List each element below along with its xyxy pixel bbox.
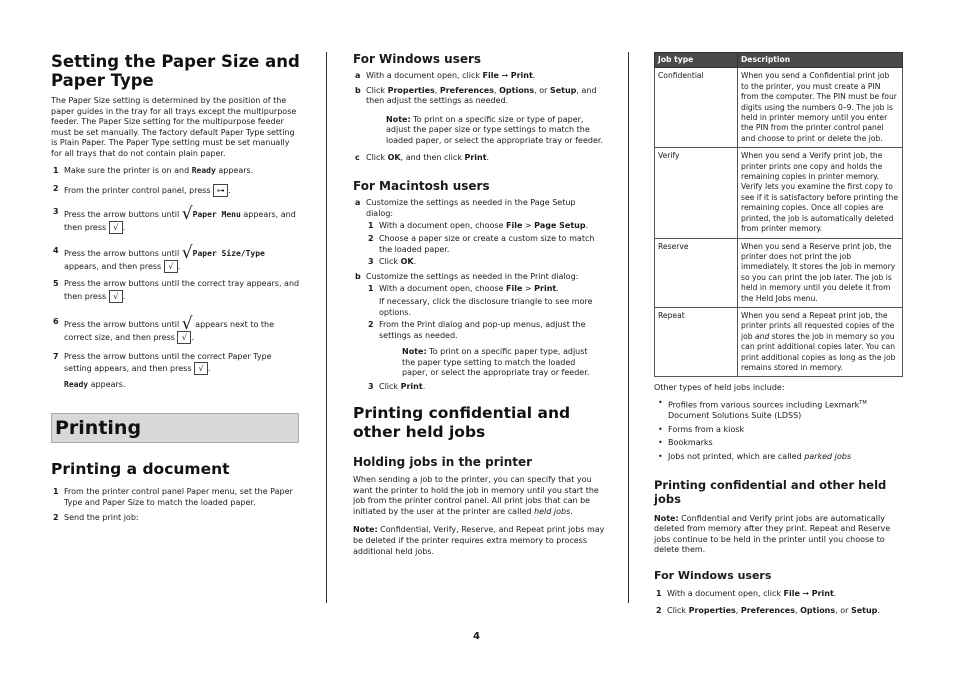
job-type-cell: Confidential	[655, 68, 738, 148]
win2-step-1: 1 With a document open, click File ➞ Print.	[656, 588, 837, 598]
holding-jobs-paragraph: When sending a job to the printer, you can specify that you want the printer to hold the job in memory until you start the job from the printer control panel. All print jobs that can be initiated by the user at the printer are called held jobs.	[353, 475, 599, 516]
step-4: 4 Press the arrow buttons until √Paper Size/Type appears, and then press √ .	[53, 243, 265, 272]
page-number: 4	[473, 631, 480, 642]
doc-step-2: 2 Send the print job:	[53, 513, 139, 523]
list-item: • Forms from a kiosk	[654, 425, 904, 436]
list-item: • Bookmarks	[654, 438, 904, 449]
section-title-holding-jobs: Holding jobs in the printer	[353, 455, 533, 469]
list-item: • Jobs not printed, which are called parked jobs	[654, 452, 904, 463]
win-step-b: b Click Properties, Preferences, Options, or Setup, and then adjust the settings as needed.	[355, 85, 597, 106]
checkmark-button-icon: √	[177, 331, 191, 344]
mac-step-b: b Customize the settings as needed in the Print dialog:	[355, 271, 579, 281]
mac-a-step-1: 1 With a document open, choose File > Page Setup.	[368, 221, 589, 231]
chapter-title-printing: Printing	[55, 417, 142, 439]
section-title-mac-users: For Macintosh users	[353, 179, 490, 194]
list-item: • Profiles from various sources including Lexmark™ Document Solutions Suite (LDSS)	[654, 398, 904, 422]
table-header-job-type: Job type	[655, 53, 738, 68]
description-cell: When you send a Confidential print job to the printer, you must create a PIN from the computer. The PIN must be four digits using the numbers 0–9. The job is held in printer memory until you enter the PIN from the printer control panel and choose to print or delete the job.	[738, 68, 903, 148]
description-cell: When you send a Verify print job, the printer prints one copy and holds the remaining copies in printer memory. Verify lets you examine the first copy to see if it is satisfactory before printing the remaining copies. Once all copies are printed, the job is automatically deleted from printer memory.	[738, 148, 903, 238]
table-row	[655, 148, 903, 238]
checkmark-button-icon: √	[164, 260, 178, 273]
step-3: 3 Press the arrow buttons until √Paper Menu appears, and then press √ .	[53, 204, 296, 233]
key-icon: ⊶	[213, 184, 228, 197]
checkmark-button-icon: √	[109, 290, 123, 303]
column-divider	[326, 52, 327, 603]
column-left	[51, 52, 301, 391]
mac-step-a: a Customize the settings as needed in the Page Setup dialog:	[355, 198, 576, 218]
mac-b-step-2: 2 From the Print dialog and pop-up menus, adjust the settings as needed.	[368, 320, 586, 340]
step-2: 2 From the printer control panel, press ⊶ .	[53, 184, 231, 196]
description-cell: When you send a Reserve print job, the printer does not print the job immediately. It stores the job in memory so you can print the job later. The job is held in memory until you delete it from the Held Jobs menu.	[738, 238, 903, 307]
section-title-paper-size: Setting the Paper Size and Paper Type	[51, 52, 300, 90]
section-title-windows-users: For Windows users	[353, 52, 482, 66]
step-5: 5 Press the arrow buttons until the correct tray appears, and then press √ .	[53, 279, 300, 301]
printing-chapter-bar	[51, 413, 299, 443]
step-7: 7 Press the arrow buttons until the correct Paper Type setting appears, and then press √ . Ready appears.	[53, 351, 272, 390]
table-row	[655, 68, 903, 148]
column-right	[654, 52, 904, 616]
held-jobs-table	[654, 52, 903, 377]
win-step-c: c Click OK, and then click Print.	[355, 152, 490, 162]
section-title-confidential-held-jobs: Printing confidential and other held jobs	[654, 477, 887, 506]
job-type-cell: Verify	[655, 148, 738, 238]
table-row	[655, 307, 903, 376]
table-header-row	[655, 53, 903, 68]
checkmark-icon: √	[181, 204, 193, 225]
column-divider	[628, 52, 629, 603]
win-note: Note: To print on a specific size or type of paper, adjust the paper size or type settings to match the loaded paper, or select the appropriate tray or feeder.	[386, 114, 603, 145]
holding-jobs-note: Note: Confidential, Verify, Reserve, and Repeat print jobs may be deleted if the printer requires extra memory to process additional held jobs.	[353, 525, 605, 556]
step-6: 6 Press the arrow buttons until √ appears next to the correct size, and then press √ .	[53, 313, 275, 342]
step-1: 1 Make sure the printer is on and Ready appears.	[53, 165, 254, 175]
checkmark-icon: √	[181, 313, 193, 334]
printing-document-section	[51, 460, 301, 524]
mac-note: Note: To print on a specific paper type, adjust the paper type setting to match the loaded paper, or select the appropriate tray or feeder.	[402, 347, 590, 378]
column-middle	[353, 52, 603, 393]
other-held-jobs-intro: Other types of held jobs include:	[654, 383, 785, 393]
section-title-confidential: Printing confidential and other held jobs	[353, 404, 571, 441]
description-cell: When you send a Repeat print job, the printer prints all requested copies of the job and stores the job in memory so you can print additional copies later. You can print additional copies as long as the job remains stored in memory.	[738, 307, 903, 376]
mac-b-step-3: 3 Click Print.	[368, 382, 426, 392]
table-row	[655, 238, 903, 307]
win-step-a: a With a document open, click File ➞ Print.	[355, 71, 536, 80]
doc-step-1: 1 From the printer control panel Paper menu, set the Paper Type and Paper Size to match the loaded paper.	[53, 487, 293, 507]
table-header-description: Description	[738, 53, 903, 68]
confidential-section	[353, 404, 605, 557]
win2-step-2: 2 Click Properties, Preferences, Options, or Setup.	[656, 605, 880, 615]
mac-a-step-2: 2 Choose a paper size or create a custom size to match the loaded paper.	[368, 233, 595, 254]
confidential-held-jobs-note: Note: Confidential and Verify print jobs are automatically deleted from memory after they print. Repeat and Reserve jobs continue to be held in the printer until you choose to delete them.	[654, 513, 891, 555]
paper-size-intro: The Paper Size setting is determined by the position of the paper guides in the tray for all trays except the multipurpose feeder. The Paper Size setting for the multipurpose feeder must be set manually. The factory default Paper Type setting is Plain Paper. The Paper Type setting must be set manually for all trays that do not contain plain paper.	[51, 96, 297, 158]
checkmark-button-icon: √	[109, 221, 123, 234]
section-title-windows-users-2: For Windows users	[654, 568, 772, 582]
job-type-cell: Reserve	[655, 238, 738, 307]
mac-a-step-3: 3 Click OK.	[368, 257, 417, 267]
section-title-printing-document: Printing a document	[51, 460, 230, 478]
checkmark-icon: √	[181, 243, 193, 264]
mac-b-step-1: 1 With a document open, choose File > Print. If necessary, click the disclosure triangle to see more options.	[368, 284, 593, 317]
job-type-cell: Repeat	[655, 307, 738, 376]
checkmark-button-icon: √	[194, 362, 208, 375]
